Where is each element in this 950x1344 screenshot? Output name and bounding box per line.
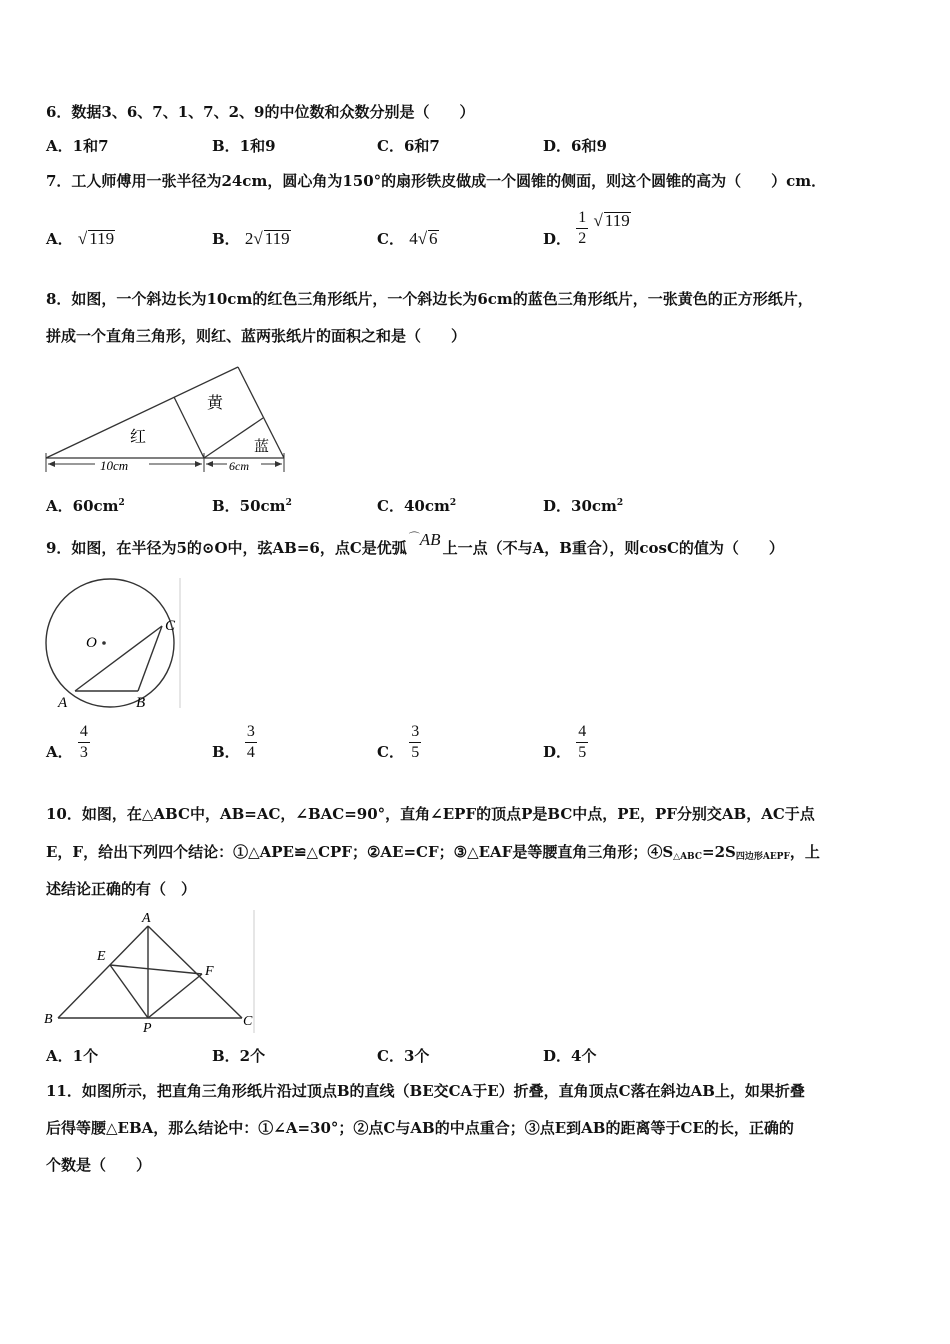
q8-option-c-power: 2: [449, 498, 457, 508]
q9-option-d: [543, 722, 588, 763]
q8-option-a-power: 2: [118, 498, 125, 508]
q9-arc-text: AB: [419, 530, 441, 549]
q8-fig-blue-label: 蓝: [254, 439, 270, 455]
q8-stem-line1: 8．如图，一个斜边长为10cm的红色三角形纸片，一个斜边长为6cm的蓝色三角形纸片，一张黄色的正方形纸片，: [46, 290, 813, 308]
q10-fig-label-B: B: [44, 1012, 53, 1027]
q9-fig-label-B: B: [136, 695, 146, 711]
q8-option-b: [212, 493, 292, 516]
q9-arc-label: [409, 530, 441, 552]
q7-option-d: D． $\frac{1}{2}$ √ 119: [543, 209, 630, 248]
q7-d-num: 1: [576, 208, 588, 229]
q8-option-d: [543, 493, 623, 516]
q8-stem-line2: 拼成一个直角三角形，则红、蓝两张纸片的面积之和是（ ）: [46, 327, 467, 345]
q7-b-coef: 2: [244, 229, 254, 248]
q9-stem-part1: 9．如图，在半径为5的⊙O中，弦AB=6，点C是优弧: [46, 539, 407, 557]
q7-option-a: A． √ 119: [46, 229, 115, 248]
q6-stem: 6．数据3、6、7、1、7、2、9的中位数和众数分别是（ ）: [46, 103, 475, 121]
q7-option-c-label: C．: [377, 230, 404, 248]
q9-option-c: [377, 722, 421, 763]
q6-option-a: A．1和7: [46, 137, 109, 155]
q8-option-b-power: 2: [285, 498, 292, 508]
q10-sub-abc: △ABC: [673, 852, 702, 862]
q7-d-radicand: 119: [604, 211, 630, 230]
q7-option-d-label: D．: [543, 230, 572, 248]
q8-fig-red-label: 红: [130, 429, 147, 446]
q9-option-a-label: A．: [46, 742, 73, 761]
q9-d-num: 4: [576, 722, 588, 743]
q7-stem: 7．工人师傅用一张半径为24cm，圆心角为150°的扇形铁皮做成一个圆锥的侧面，则这个圆锥的高为（ ）cm．: [46, 172, 827, 190]
q10-stem-line2: [46, 842, 820, 867]
q9-fig-label-A: A: [58, 695, 68, 711]
q9-a-den: 3: [79, 744, 88, 761]
q10-stem-line1: 10．如图，在△ABC中，AB=AC，∠BAC=90°，直角∠EPF的顶点P是BC中点，PE，PF分别交AB，AC于点: [46, 805, 815, 823]
q7-option-a-label: A．: [46, 230, 73, 248]
q8-option-d-text: D．30cm: [543, 497, 617, 515]
q9-d-den: 5: [578, 744, 587, 761]
q8-option-a: [46, 493, 125, 516]
q9-a-num: 4: [78, 722, 90, 743]
q10-fig-label-C: C: [243, 1014, 253, 1029]
q10-option-b: B．2个: [212, 1047, 266, 1065]
q10-figure: [42, 908, 258, 1036]
arc-icon: ⌒: [408, 532, 420, 544]
q10-option-d: D．4个: [543, 1047, 597, 1065]
q10-fig-label-A: A: [142, 911, 151, 926]
q8-option-d-power: 2: [616, 498, 624, 508]
q10-fig-label-P: P: [143, 1021, 152, 1036]
q7-a-radicand: 119: [89, 229, 115, 248]
q9-option-b: [212, 722, 257, 763]
q9-fig-label-C: C: [165, 618, 176, 634]
q9-option-c-label: C．: [377, 742, 404, 761]
q8-fig-length-6: 6cm: [229, 459, 249, 473]
q9-c-den: 5: [411, 744, 420, 761]
q7-d-den: 2: [578, 230, 587, 247]
q10-stem-line2-part2: =2S: [702, 843, 736, 861]
q10-option-c: C．3个: [377, 1047, 430, 1065]
q9-stem-part2: 上一点（不与A，B重合），则cosC的值为（ ）: [442, 539, 784, 557]
q8-figure: [44, 360, 290, 478]
q6-option-d: D．6和9: [543, 137, 607, 155]
q10-stem-line3: 述结论正确的有（ ）: [46, 880, 197, 898]
q8-option-a-text: A．60cm: [46, 497, 119, 515]
q7-option-c: C． 4√ 6: [377, 229, 438, 248]
q7-option-b-label: B．: [212, 230, 240, 248]
q9-c-num: 3: [409, 722, 421, 743]
q8-option-c-text: C．40cm: [377, 497, 450, 515]
q8-option-c: [377, 493, 456, 516]
q7-c-coef: 4: [409, 229, 418, 248]
q6-option-b: B．1和9: [212, 137, 276, 155]
q10-sub-aepf: 四边形AEPF: [735, 852, 790, 862]
q9-option-b-label: B．: [212, 742, 240, 761]
q10-fig-label-E: E: [97, 949, 106, 964]
q9-option-d-label: D．: [543, 742, 572, 761]
q8-fig-length-10: 10cm: [100, 458, 129, 473]
q10-stem-line2-part1: E，F，给出下列四个结论：①△APE≌△CPF；②AE=CF；③△EAF是等腰直角三角形；④S: [46, 843, 674, 861]
q9-b-den: 4: [246, 744, 255, 761]
q7-option-b: B． 2√ 119: [212, 229, 290, 248]
q10-option-a: A．1个: [46, 1047, 99, 1065]
q11-stem-line2: 后得等腰△EBA，那么结论中：①∠A=30°；②点C与AB的中点重合；③点E到AB的距离等于CE的长，正确的: [46, 1119, 794, 1137]
q6-option-c: C．6和7: [377, 137, 440, 155]
q8-fig-yellow-label: 黄: [207, 395, 224, 412]
q9-option-a: [46, 722, 90, 763]
q10-fig-label-F: F: [205, 964, 214, 979]
q7-c-radicand: 6: [429, 229, 438, 248]
q10-stem-line2-part3: ，上: [789, 843, 820, 861]
q9-figure: [42, 578, 182, 712]
center-dot-icon: [102, 641, 106, 645]
q11-stem-line1: 11．如图所示，把直角三角形纸片沿过顶点B的直线（BE交CA于E）折叠，直角顶点C落在斜边AB上，如果折叠: [46, 1082, 805, 1100]
q9-fig-label-O: O: [86, 635, 97, 651]
q8-option-b-text: B．50cm: [212, 497, 286, 515]
q9-stem: [46, 530, 784, 560]
q11-stem-line3: 个数是（ ）: [46, 1156, 152, 1174]
q9-b-num: 3: [245, 722, 257, 743]
q7-b-radicand: 119: [264, 229, 290, 248]
